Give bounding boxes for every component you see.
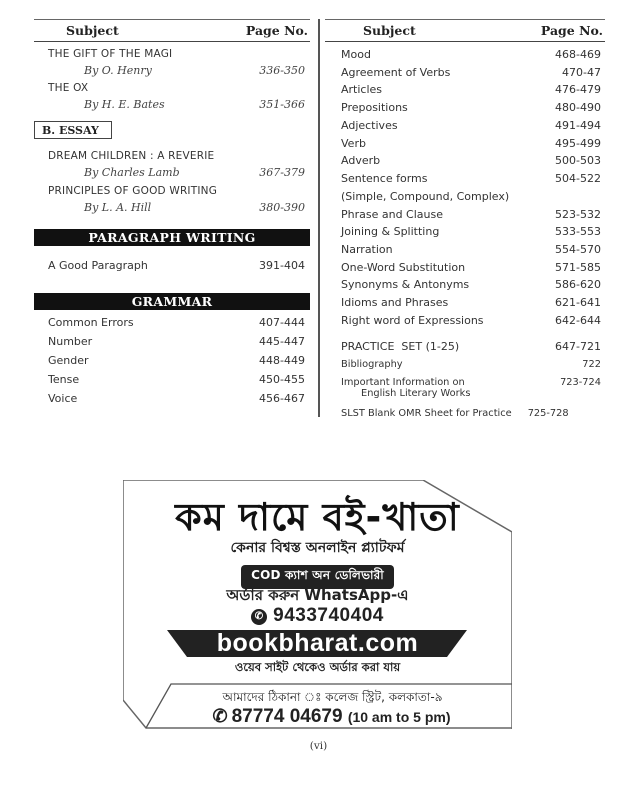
toc-entry[interactable]: Phrase and Clause 523-532 [341,208,601,221]
ad-address: আমাদের ঠিকানা ঃ কলেজ স্ট্রিট, কলকাতা-৯ [222,690,443,704]
toc-entry-essay[interactable]: PRINCIPLES OF GOOD WRITING [48,185,218,197]
toc-entry[interactable]: Common Errors 407-444 [48,316,305,329]
website-note: ওয়েব সাইট থেকেও অর্ডার করা যায় [234,660,401,674]
toc-entry[interactable]: Idioms and Phrases 621-641 [341,296,601,309]
toc-entry-essay[interactable]: DREAM CHILDREN : A REVERIE [48,150,215,162]
header-subject: Subject [363,23,416,38]
toc-entry[interactable]: Adverb 500-503 [341,154,601,167]
toc-entry[interactable]: Number 445-447 [48,335,305,348]
toc-entry[interactable]: Gender 448-449 [48,354,305,367]
toc-entry-author: By H. E. Bates 351-366 [84,98,305,111]
header-page-no: Page No. [540,23,603,38]
toc-header-left [34,19,310,42]
ad-headline: কম দামে বই-খাতা [175,495,460,539]
ad-subheadline: কেনার বিশ্বস্ত অনলাইন প্ল্যাটফর্ম [230,540,405,556]
toc-entry[interactable]: Narration 554-570 [341,243,601,256]
toc-entry-subtitle: (Simple, Compound, Complex) [341,190,510,203]
section-band-paragraph-writing: PARAGRAPH WRITING [34,229,310,246]
toc-entry[interactable]: Right word of Expressions 642-644 [341,314,601,327]
contact-phone[interactable]: 87774 04679 [231,706,343,727]
toc-entry-author: By Charles Lamb 367-379 [84,166,305,179]
toc-entry[interactable]: Tense 450-455 [48,373,305,386]
essay-section-label: B. ESSAY [34,121,112,139]
toc-entry[interactable]: Adjectives 491-494 [341,119,601,132]
section-band-grammar: GRAMMAR [34,293,310,310]
toc-entry-story[interactable]: THE OX [48,82,89,94]
toc-entry[interactable]: Mood 468-469 [341,48,601,61]
header-page-no: Page No. [245,23,308,38]
toc-entry-author: By L. A. Hill 380-390 [84,201,305,214]
toc-entry[interactable]: Verb 495-499 [341,137,601,150]
toc-entry[interactable]: Voice 456-467 [48,392,305,405]
toc-entry[interactable]: Articles 476-479 [341,83,601,96]
whatsapp-icon: ✆ [251,609,267,625]
toc-entry[interactable]: A Good Paragraph 391-404 [48,259,305,272]
toc-entry[interactable]: One-Word Substitution 571-585 [341,261,601,274]
toc-entry[interactable]: Agreement of Verbs 470-47 [341,66,601,79]
toc-entry-story[interactable]: THE GIFT OF THE MAGI [48,48,173,60]
cod-badge: COD ক্যাশ অন ডেলিভারী [241,565,394,589]
toc-entry-literary-works[interactable]: Important Information on English Literary Works 723-724 [341,377,601,399]
toc-header-right [325,19,605,42]
whatsapp-number-line [123,605,512,627]
contact-phone-line [123,706,512,728]
toc-left-column [34,19,310,405]
toc-entry-bibliography[interactable]: Bibliography 722 [341,359,601,370]
column-divider [318,19,320,417]
toc-entry-author: By O. Henry 336-350 [84,64,305,77]
website-link[interactable]: bookbharat.com [216,629,419,657]
toc-entry[interactable]: Synonyms & Antonyms 586-620 [341,278,601,291]
phone-icon: ✆ [212,706,228,726]
toc-entry[interactable]: Prepositions 480-490 [341,101,601,114]
page-number: (vi) [309,740,328,752]
header-subject: Subject [66,23,119,38]
toc-entry[interactable]: Joining & Splitting 533-553 [341,225,601,238]
toc-entry-omr-sheet[interactable]: SLST Blank OMR Sheet for Practice 725-728 [341,408,569,419]
toc-right-column [325,19,605,419]
bookbharat-advertisement [123,480,512,729]
order-whatsapp-line: অর্ডার করুন WhatsApp-এ [226,586,409,604]
toc-entry-practice-set[interactable]: PRACTICE SET (1-25) 647-721 [341,340,601,353]
whatsapp-number[interactable]: 9433740404 [273,605,384,626]
toc-entry[interactable]: Sentence forms 504-522 [341,172,601,185]
contact-hours: (10 am to 5 pm) [347,709,451,725]
